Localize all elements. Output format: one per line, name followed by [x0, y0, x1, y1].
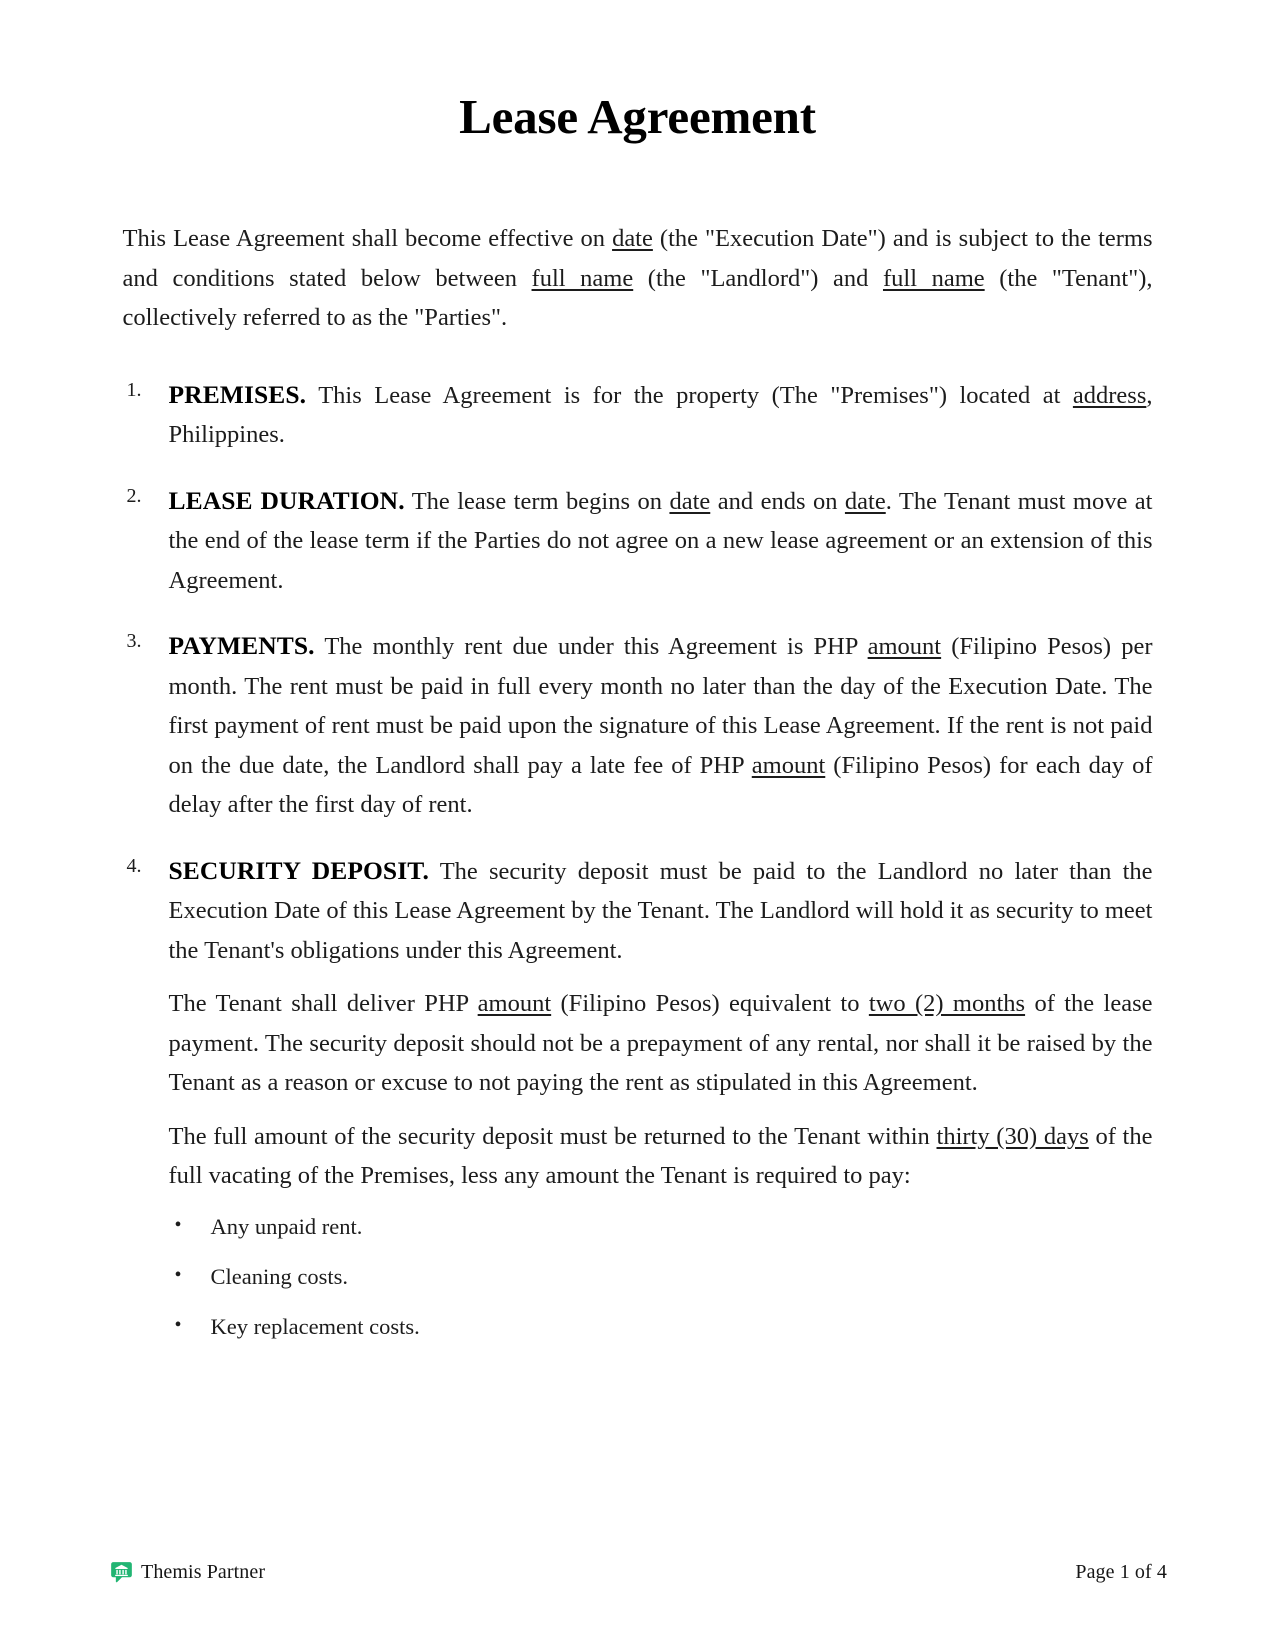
page-footer	[0, 1552, 1275, 1592]
clause-premises-heading: PREMISES.	[168, 379, 307, 409]
clause-security-deposit	[123, 851, 1153, 1342]
clause-premises-body-1: This Lease Agreement is for the property (The "Premises") located at	[306, 381, 1073, 409]
list-item	[169, 1312, 1153, 1342]
clause-lease-duration-text	[169, 481, 1153, 601]
list-item	[169, 1212, 1153, 1242]
security-p3-text-1: The full amount of the security deposit must be returned to the Tenant within	[168, 1122, 937, 1150]
clause-payments-heading: PAYMENTS.	[168, 631, 315, 660]
bullet-text: Key replacement costs.	[210, 1313, 420, 1339]
intro-text-4: (the "Tenant"), collectively referred to as the "Parties".	[122, 264, 1153, 331]
clause-lease-duration	[123, 481, 1153, 601]
security-p3-text-2: of the full vacating of the Premises, less any amount the Tenant is required to pay:	[168, 1122, 1153, 1189]
clause-security-deposit-text	[169, 851, 1153, 971]
list-item	[169, 1262, 1153, 1292]
document-body	[123, 145, 1153, 1342]
bullet-text: Any unpaid rent.	[210, 1213, 363, 1239]
fill-execution-date[interactable]: date	[612, 225, 653, 252]
intro-text-3: (the "Landlord") and	[633, 264, 883, 292]
fill-deposit-months[interactable]: two (2) months	[868, 990, 1026, 1017]
clause-duration-body-3: . The Tenant must move at the end of the lease term if the Parties do not agree on a new lease agreement or an extension of this Agreement.	[168, 487, 1153, 594]
security-p2-text-2: (Filipino Pesos) equivalent to	[551, 990, 869, 1017]
brand-name: Themis Partner	[141, 1560, 266, 1583]
security-p2-text-1: The Tenant shall deliver PHP	[168, 990, 478, 1017]
fill-return-period[interactable]: thirty (30) days	[936, 1122, 1089, 1150]
clause-lease-duration-heading: LEASE DURATION.	[168, 485, 405, 515]
clause-duration-body-1: The lease term begins on	[404, 487, 670, 515]
clause-payments	[123, 626, 1153, 825]
clause-premises	[123, 375, 1153, 455]
fill-premises-address[interactable]: address	[1072, 381, 1147, 409]
intro-paragraph	[123, 219, 1153, 338]
page-title: Lease Agreement	[459, 89, 816, 144]
fill-landlord-name[interactable]: full name	[531, 264, 634, 292]
clause-duration-body-2: and ends on	[710, 487, 845, 515]
clause-payments-body-1: The monthly rent due under this Agreement is PHP	[314, 633, 868, 660]
intro-text-2: (the "Execution Date") and is subject to the terms and conditions stated below between	[122, 225, 1153, 292]
clause-security-deposit-heading: SECURITY DEPOSIT.	[168, 855, 429, 885]
clause-payments-body-3: (Filipino Pesos) for each day of delay after the first day of rent.	[168, 751, 1153, 818]
bank-bubble-icon	[110, 1561, 133, 1584]
fill-deposit-amount[interactable]: amount	[477, 990, 552, 1017]
page-number: Page 1 of 4	[1075, 1560, 1167, 1583]
fill-monthly-rent-amount[interactable]: amount	[867, 633, 942, 660]
fill-lease-start-date[interactable]: date	[669, 487, 711, 515]
clause-security-paragraph-3	[169, 1117, 1153, 1196]
bullet-text: Cleaning costs.	[210, 1263, 348, 1289]
fill-lease-end-date[interactable]: date	[844, 487, 886, 515]
clause-premises-body-2: , Philippines.	[168, 381, 1153, 448]
clause-security-body-1: The security deposit must be paid to the Landlord no later than the Execution Date of this Lease Agreement by the Tenant. The Landlord will hold it as security to meet the Tenant's obligations under this Agreement.	[168, 857, 1153, 964]
clause-security-paragraph-2	[169, 984, 1153, 1103]
deduction-bullet-list	[169, 1196, 1153, 1342]
fill-late-fee-amount[interactable]: amount	[751, 751, 826, 779]
clause-list	[123, 338, 1153, 1342]
clause-payments-body-2: (Filipino Pesos) per month. The rent must be paid in full every month no later than the day of the Execution Date. The first payment of rent must be paid upon the signature of this Lease Agreement. If the rent is not paid on the due date, the Landlord shall pay a late fee of PHP	[168, 633, 1153, 779]
security-p2-text-3: of the lease payment. The security deposit should not be a prepayment of any rental, nor shall it be raised by the Tenant as a reason or excuse to not paying the rent as stipulated in this Agreement.	[168, 990, 1153, 1096]
intro-text-1: This Lease Agreement shall become effective on	[122, 225, 613, 252]
brand	[110, 1561, 265, 1584]
fill-tenant-name[interactable]: full name	[882, 264, 985, 292]
clause-payments-text	[169, 626, 1153, 825]
clause-premises-text	[169, 375, 1153, 455]
